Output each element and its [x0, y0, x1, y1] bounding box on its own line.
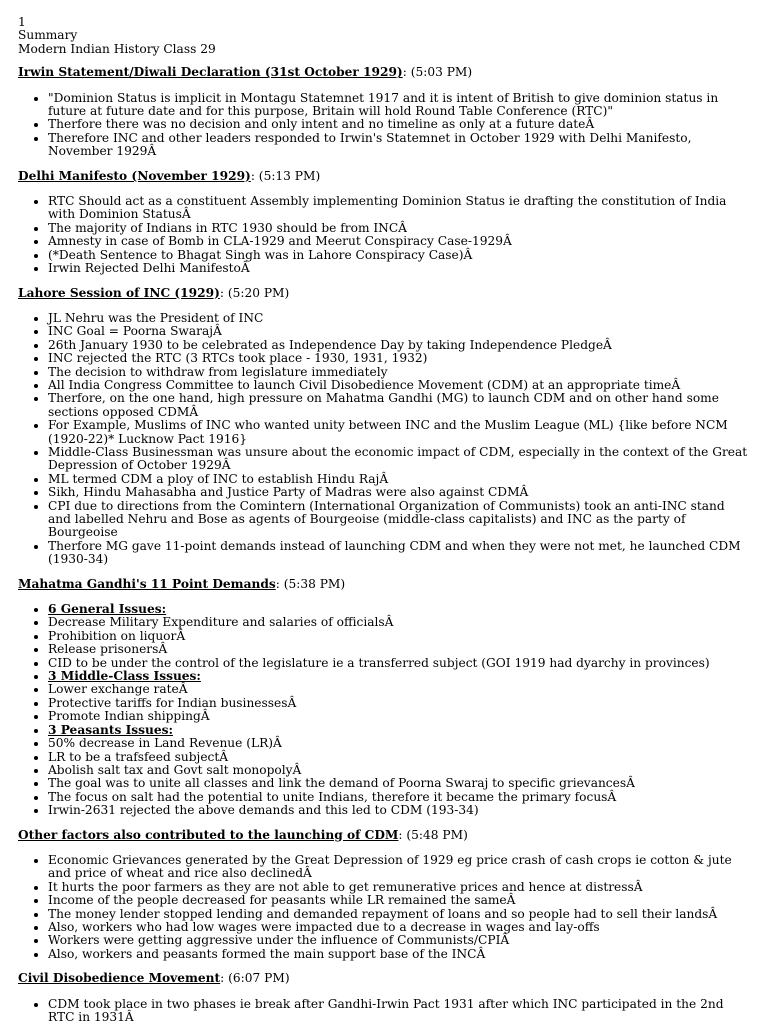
section-title-text: Lahore Session of INC (1929) [18, 285, 220, 300]
doc-title: Modern Indian History Class 29 [18, 41, 216, 56]
list-item: • CID to be under the control of the legislature ie a transferred subject (GOI 1919 had dyarchy in provinces) [48, 657, 750, 670]
subheading-text: 3 Middle-Class Issues: [48, 669, 201, 684]
page-number: 1 [18, 15, 26, 29]
list-item: • CPI due to directions from the Comintern (International Organization of Communists) took an anti-INC stand and labelled Nehru and Bose as agents of Bourgeoise (middle-class capitalists) and INC as the party of Bourgeoise [48, 500, 750, 540]
section-timestamp: : (5:13 PM) [250, 168, 321, 183]
list-item: • Prohibition on liquorÂ [48, 630, 750, 643]
doc-type: Summary [18, 28, 78, 43]
list-item: • Middle-Class Businessman was unsure about the economic impact of CDM, especially in the context of the Great Depression of October 1929Â [48, 446, 750, 473]
list-item: • Also, workers and peasants formed the main support base of the INCÂ [48, 948, 750, 961]
list-item: • Promote Indian shippingÂ [48, 710, 750, 723]
section-heading [18, 829, 750, 842]
list-item: • RTC Should act as a constituent Assembly implementing Dominion Status ie drafting the constitution of India with Dominion StatusÂ [48, 195, 750, 222]
bullet-list [18, 312, 750, 567]
list-item: • INC rejected the RTC (3 RTCs took place - 1930, 1931, 1932) [48, 352, 750, 365]
section-timestamp: : (5:03 PM) [402, 65, 473, 80]
section-timestamp: : (5:20 PM) [219, 285, 290, 300]
section-heading [18, 66, 750, 79]
bullet-list [18, 92, 750, 159]
list-item: • The majority of Indians in RTC 1930 should be from INCÂ [48, 222, 750, 235]
list-item: • JL Nehru was the President of INC [48, 312, 750, 325]
list-item: • 50% decrease in Land Revenue (LR)Â [48, 737, 750, 750]
section-heading [18, 287, 750, 300]
list-item: • ML termed CDM a ploy of INC to establish Hindu RajÂ [48, 473, 750, 486]
list-item: • Therfore, on the one hand, high pressure on Mahatma Gandhi (MG) to launch CDM and on other hand some sections opposed CDMÂ [48, 392, 750, 419]
bullet-list [18, 998, 750, 1024]
section-heading [18, 972, 750, 985]
list-item: • Therfore there was no decision and only intent and no timeline as only at a future dateÂ [48, 118, 750, 131]
list-item: • 26th January 1930 to be celebrated as Independence Day by taking Independence PledgeÂ [48, 339, 750, 352]
bullet-list [18, 854, 750, 961]
list-item: • The money lender stopped lending and demanded repayment of loans and so people had to sell their landsÂ [48, 908, 750, 921]
list-item: • Therefore INC and other leaders responded to Irwin's Statemnet in October 1929 with Delhi Manifesto, November 1929Â [48, 132, 750, 159]
section-title-text: Mahatma Gandhi's 11 Point Demands [18, 576, 276, 591]
section-title-text: Irwin Statement/Diwali Declaration (31st October 1929) [18, 65, 403, 80]
list-item: • Income of the people decreased for peasants while LR remained the sameÂ [48, 894, 750, 907]
list-item: • Decrease Military Expenditure and salaries of officialsÂ [48, 616, 750, 629]
section-timestamp: : (5:38 PM) [275, 576, 346, 591]
list-item: • (*Death Sentence to Bhagat Singh was in Lahore Conspiracy Case)Â [48, 249, 750, 262]
list-item: • Sikh, Hindu Mahasabha and Justice Party of Madras were also against CDMÂ [48, 486, 750, 499]
section-heading [18, 170, 750, 183]
list-item: • All India Congress Committee to launch Civil Disobedience Movement (CDM) at an appropriate timeÂ [48, 379, 750, 392]
sections-container [18, 66, 750, 1024]
list-item: • Abolish salt tax and Govt salt monopolyÂ [48, 764, 750, 777]
list-item: • It hurts the poor farmers as they are not able to get remunerative prices and hence at distressÂ [48, 881, 750, 894]
bullet-list [18, 195, 750, 275]
section-heading [18, 578, 750, 591]
subheading-text: 6 General Issues: [48, 602, 167, 617]
section-timestamp: : (5:48 PM) [398, 827, 468, 842]
section-title-text: Other factors also contributed to the launching of CDM [18, 827, 399, 842]
list-item: • Lower exchange rateÂ [48, 683, 750, 696]
list-item: • Irwin-2631 rejected the above demands and this led to CDM (193-34) [48, 804, 750, 817]
list-item: • The goal was to unite all classes and link the demand of Poorna Swaraj to specific grievancesÂ [48, 777, 750, 790]
list-item: • Amnesty in case of Bomb in CLA-1929 and Meerut Conspiracy Case-1929Â [48, 235, 750, 248]
list-item: • The focus on salt had the potential to unite Indians, therefore it became the primary focusÂ [48, 791, 750, 804]
section-title-text: Delhi Manifesto (November 1929) [18, 168, 251, 183]
list-item: • Release prisonersÂ [48, 643, 750, 656]
list-item: • INC Goal = Poorna SwarajÂ [48, 325, 750, 338]
list-item: • Protective tariffs for Indian businessesÂ [48, 697, 750, 710]
list-item: • The decision to withdraw from legislature immediately [48, 366, 750, 379]
list-item: • For Example, Muslims of INC who wanted unity between INC and the Muslim League (ML) {like before NCM (1920-22)* Lucknow Pact 1916} [48, 419, 750, 446]
list-item: • Irwin Rejected Delhi ManifestoÂ [48, 262, 750, 275]
list-item: • "Dominion Status is implicit in Montagu Statemnet 1917 and it is intent of British to give dominion status in future at future date and for this purpose, Britain will hold Round Table Conference (RTC)" [48, 92, 750, 119]
subheading-text: 3 Peasants Issues: [48, 722, 173, 737]
list-item: • Also, workers who had low wages were impacted due to a decrease in wages and lay-offs [48, 921, 750, 934]
list-item: • LR to be a trafsfeed subjectÂ [48, 751, 750, 764]
list-item: • Economic Grievances generated by the Great Depression of 1929 eg price crash of cash crops ie cotton & jute and price of wheat and rice also declinedÂ [48, 854, 750, 881]
list-item: • CDM took place in two phases ie break after Gandhi-Irwin Pact 1931 after which INC participated in the 2nd RTC in 1931Â [48, 998, 750, 1024]
section-timestamp: : (6:07 PM) [220, 971, 290, 986]
bullet-list [18, 603, 750, 818]
section-title-text: Civil Disobedience Movement [18, 971, 221, 986]
list-item: • Therfore MG gave 11-point demands instead of launching CDM and when they were not met, he launched CDM (1930-34) [48, 540, 750, 567]
list-item: • Workers were getting aggressive under the influence of Communists/CPIÂ [48, 934, 750, 947]
